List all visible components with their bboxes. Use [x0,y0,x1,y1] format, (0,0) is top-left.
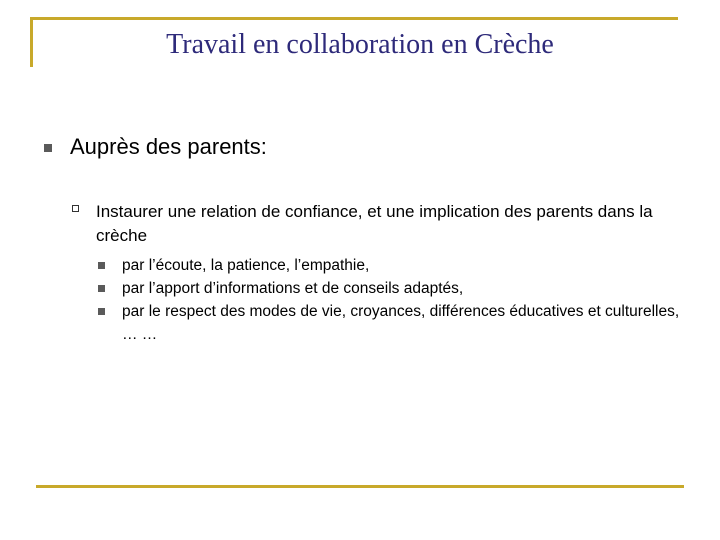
square-bullet-icon [98,308,105,315]
hollow-square-bullet-icon [72,205,79,212]
bullet-level1 [40,134,680,160]
slide-title: Travail en collaboration en Crèche [166,29,554,60]
list-item-text: par l’apport d’informations et de conseils adaptés, [122,280,464,297]
square-bullet-icon [98,262,105,269]
bullet-level1-text: Auprès des parents: [70,134,267,159]
square-bullet-icon [98,285,105,292]
list-item-text: par le respect des modes de vie, croyances, différences éducatives et culturelles, … … [122,303,680,343]
list-item [98,277,682,300]
list-item [98,300,682,346]
title-frame-top-line [30,17,678,20]
footer-divider-line [36,485,684,488]
square-bullet-icon [44,144,52,152]
bullet-level2 [72,200,672,248]
bullet-level3-list [98,254,698,346]
list-item [98,254,682,277]
list-item-text: par l’écoute, la patience, l’empathie, [122,257,370,274]
bullet-level2-text: Instaurer une relation de confiance, et une implication des parents dans la crèche [96,202,653,245]
